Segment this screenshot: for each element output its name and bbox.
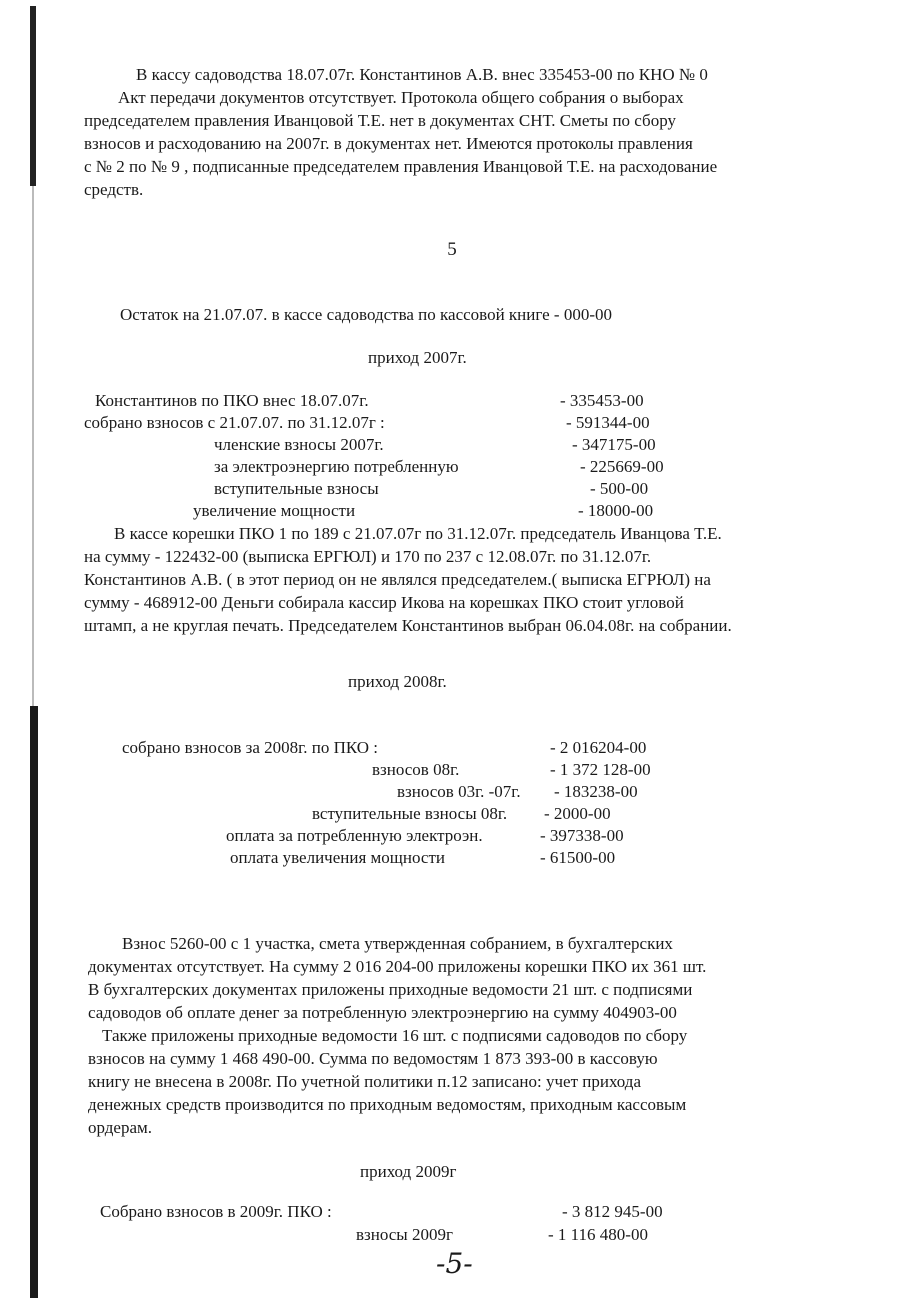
row-2007-value: - 347175-00: [572, 435, 656, 454]
intro-line-6: средств.: [84, 180, 144, 199]
row-2008-label: взносов 08г.: [372, 760, 460, 779]
row-2007-value: - 18000-00: [578, 501, 654, 520]
row-2008-value: - 183238-00: [554, 782, 638, 801]
note-2008-line: ордерам.: [88, 1118, 153, 1137]
heading-2009: приход 2009г: [360, 1162, 457, 1181]
note-2008-line: садоводов об оплате денег за потребленную электроэнергию на сумму 404903-00: [88, 1003, 677, 1022]
row-2007-label: членские взносы 2007г.: [214, 435, 384, 454]
intro-line-3: председателем правления Иванцовой Т.Е. нет в документах СНТ. Сметы по сбору: [84, 111, 676, 130]
row-2007-label: за электроэнергию потребленную: [214, 457, 459, 476]
row-2008-label: вступительные взносы 08г.: [312, 804, 508, 823]
row-2007-value: - 591344-00: [566, 413, 650, 432]
row-2008-value: - 2000-00: [544, 804, 611, 823]
row-2008-label: взносов 03г. -07г.: [397, 782, 521, 801]
note-2008-line: документах отсутствует. На сумму 2 016 204-00 приложены корешки ПКО их 361 шт.: [88, 957, 707, 976]
row-2008-label: собрано взносов за 2008г. по ПКО :: [122, 738, 379, 757]
balance-line: Остаток на 21.07.07. в кассе садоводства по кассовой книге - 000-00: [120, 305, 612, 324]
row-2008-label: оплата увеличения мощности: [230, 848, 445, 867]
intro-line-4: взносов и расходованию на 2007г. в документах нет. Имеются протоколы правления: [84, 134, 693, 153]
row-2007-label: увеличение мощности: [193, 501, 356, 520]
row-2007-label: вступительные взносы: [214, 479, 379, 498]
note-2007-line: сумму - 468912-00 Деньги собирала кассир Икова на корешках ПКО стоит угловой: [84, 593, 684, 612]
row-2008-value: - 397338-00: [540, 826, 624, 845]
row-2007-label: собрано взносов с 21.07.07. по 31.12.07г :: [84, 413, 385, 432]
row-2009-label: взносы 2009г: [356, 1225, 453, 1244]
row-2008-value: - 2 016204-00: [550, 738, 647, 757]
note-2008-line: книгу не внесена в 2008г. По учетной политики п.12 записано: учет прихода: [88, 1072, 641, 1091]
row-2008-value: - 1 372 128-00: [550, 760, 651, 779]
note-2008-line: взносов на сумму 1 468 490-00. Сумма по ведомостям 1 873 393-00 в кассовую: [88, 1049, 658, 1068]
note-2008-line: Также приложены приходные ведомости 16 шт. с подписями садоводов по сбору: [102, 1026, 688, 1045]
heading-2008: приход 2008г.: [348, 672, 447, 691]
scan-edge-bottom: [30, 706, 38, 1298]
note-2008-line: В бухгалтерских документах приложены приходные ведомости 21 шт. с подписями: [88, 980, 693, 999]
row-2007-value: - 335453-00: [560, 391, 644, 410]
handwritten-page-mark: -5-: [436, 1247, 473, 1280]
note-2007-line: В кассе корешки ПКО 1 по 189 с 21.07.07г по 31.12.07г. председатель Иванцова Т.Е.: [114, 524, 722, 543]
row-2008-value: - 61500-00: [540, 848, 616, 867]
row-2007-value: - 225669-00: [580, 457, 664, 476]
note-2008-line: денежных средств производится по приходным ведомостям, приходным кассовым: [88, 1095, 687, 1114]
scan-edge: [30, 6, 34, 1298]
row-2008-label: оплата за потребленную электроэн.: [226, 826, 483, 845]
note-2007-line: на сумму - 122432-00 (выписка ЕРГЮЛ) и 170 по 237 с 12.08.07г. по 31.12.07г.: [84, 547, 652, 566]
note-2007-line: Константинов А.В. ( в этот период он не являлся председателем.( выписка ЕГРЮЛ) на: [84, 570, 711, 589]
note-2007-line: штамп, а не круглая печать. Председателем Константинов выбран 06.04.08г. на собрании.: [84, 616, 732, 635]
page-number: 5: [447, 239, 457, 260]
intro-line-1: В кассу садоводства 18.07.07г. Константинов А.В. внес 335453-00 по КНО № 0: [136, 65, 708, 84]
scan-edge-thin: [32, 186, 34, 706]
intro-line-2: Акт передачи документов отсутствует. Протокола общего собрания о выборах: [118, 88, 684, 107]
row-2009-label: Собрано взносов в 2009г. ПКО :: [100, 1202, 332, 1221]
row-2007-value: - 500-00: [590, 479, 649, 498]
intro-line-5: с № 2 по № 9 , подписанные председателем правления Иванцовой Т.Е. на расходование: [84, 157, 718, 176]
scan-edge-top: [30, 6, 36, 186]
heading-2007: приход 2007г.: [368, 348, 467, 367]
row-2009-value: - 3 812 945-00: [562, 1202, 663, 1221]
note-2008-line: Взнос 5260-00 с 1 участка, смета утвержденная собранием, в бухгалтерских: [122, 934, 673, 953]
row-2007-label: Константинов по ПКО внес 18.07.07г.: [95, 391, 369, 410]
row-2009-value: - 1 116 480-00: [548, 1225, 648, 1244]
